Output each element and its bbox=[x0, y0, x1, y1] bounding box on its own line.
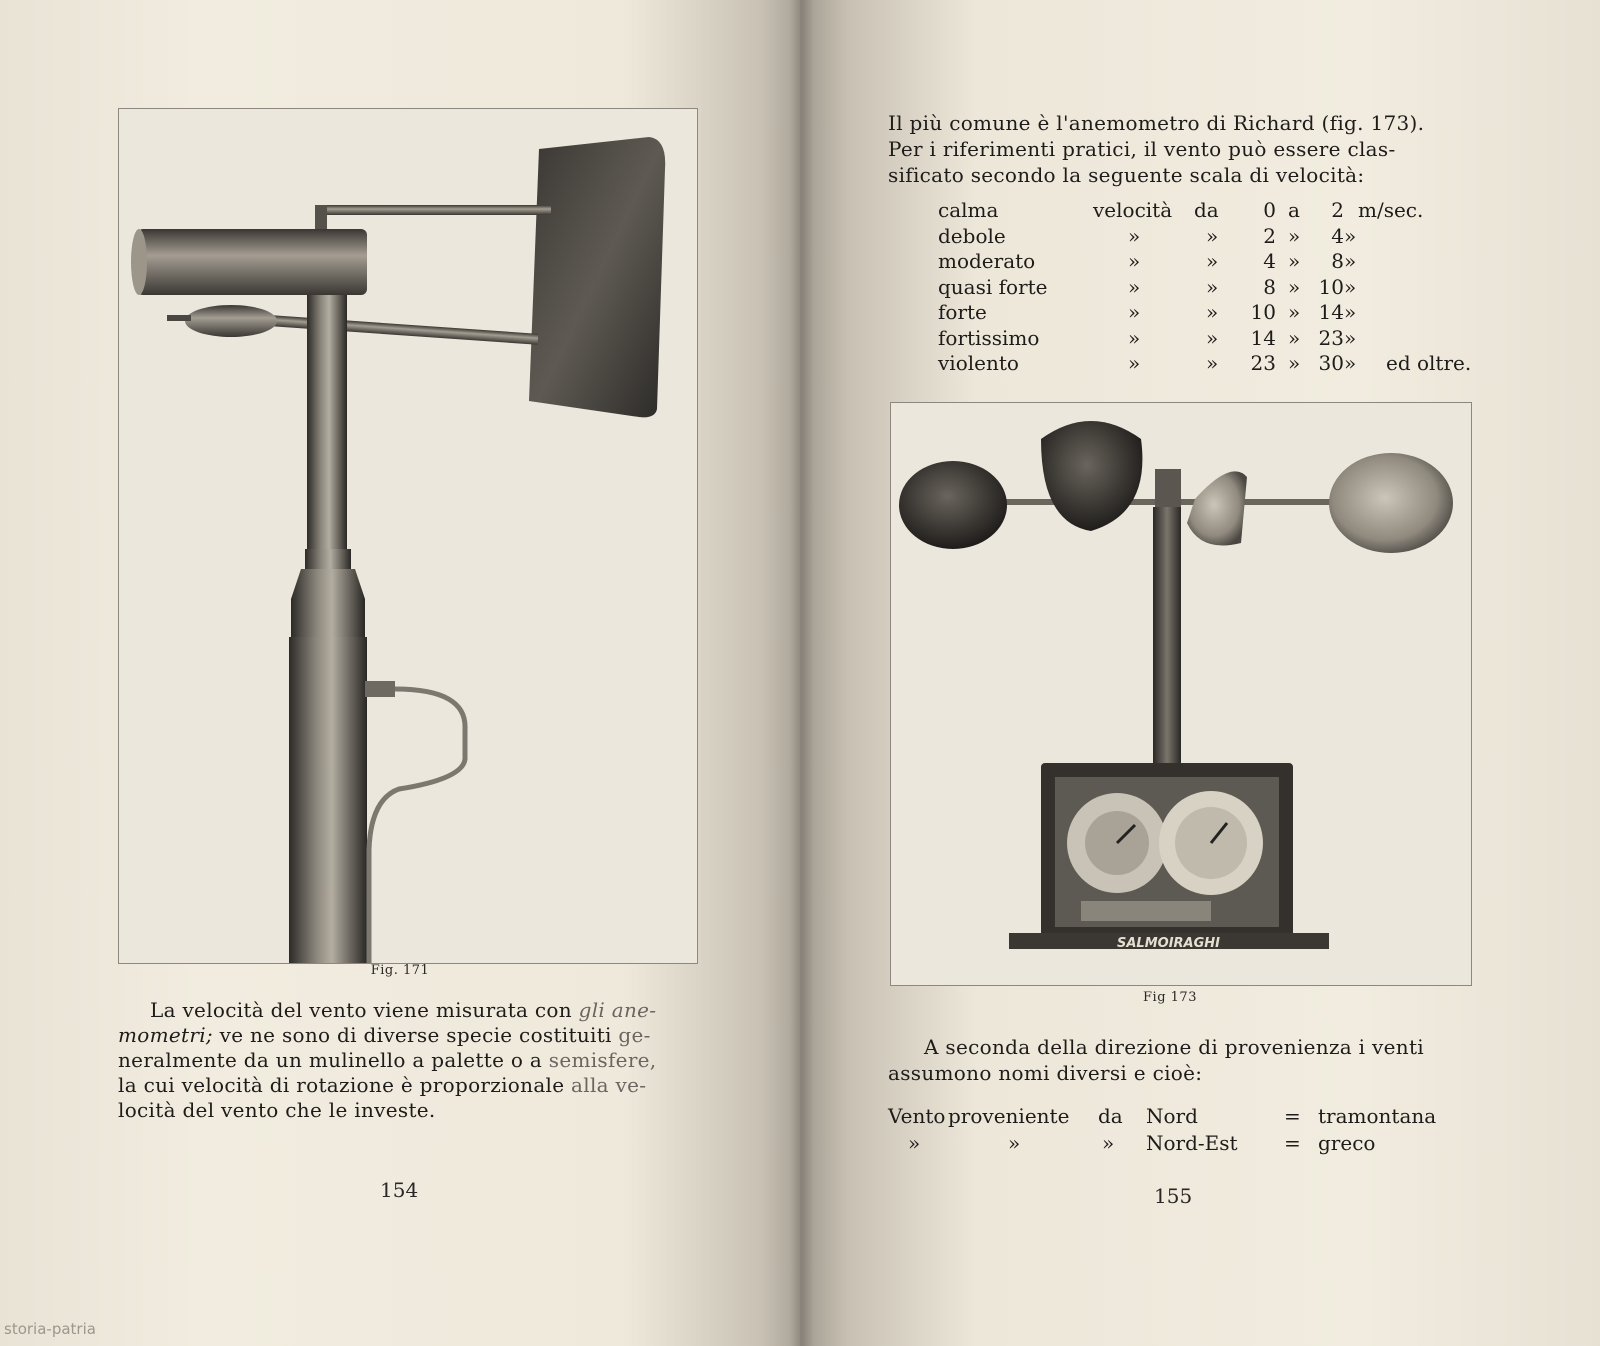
scale-cell-extra: ed oltre. bbox=[1386, 351, 1472, 375]
scale-cell-from: 0 bbox=[1263, 198, 1276, 222]
scale-cell-c2: » bbox=[1206, 325, 1219, 350]
book-gutter bbox=[790, 0, 814, 1346]
left-page-paragraph bbox=[118, 998, 718, 1123]
scale-cell-unit: m/sec. bbox=[1358, 198, 1424, 222]
paragraph-line bbox=[118, 1073, 718, 1098]
wind-cell-dir: Nord-Est bbox=[1146, 1131, 1238, 1155]
scale-cell-sep: » bbox=[1288, 351, 1301, 375]
scale-cell-unit: » bbox=[1344, 249, 1357, 273]
wind-cell-a: » bbox=[908, 1131, 921, 1155]
figure-173-anemometer-photo bbox=[890, 402, 1472, 986]
scale-cell-c1: » bbox=[1128, 274, 1141, 299]
scale-cell-sep: » bbox=[1288, 274, 1301, 299]
text-segment: semisfere, bbox=[548, 1048, 657, 1072]
scale-cell-from: 10 bbox=[1250, 300, 1276, 324]
scale-cell-c1: » bbox=[1128, 223, 1141, 248]
scale-cell-c1: » bbox=[1128, 249, 1141, 273]
scale-cell-c1: velocità bbox=[1093, 198, 1173, 222]
scale-cell-c2: » bbox=[1206, 274, 1219, 299]
scale-cell-name: moderato bbox=[938, 249, 1036, 273]
intro-line: sificato secondo la seguente scala di velocità: bbox=[888, 163, 1365, 187]
paragraph-line bbox=[118, 998, 718, 1023]
paragraph-line: assumono nomi diversi e cioè: bbox=[888, 1061, 1203, 1085]
text-segment: La velocità del vento viene misurata con bbox=[150, 998, 579, 1022]
scale-cell-unit: » bbox=[1344, 274, 1357, 299]
paragraph-line bbox=[118, 1098, 718, 1123]
scale-cell-unit: » bbox=[1344, 223, 1357, 248]
scale-cell-c1: » bbox=[1128, 300, 1141, 324]
paragraph-line bbox=[118, 1023, 718, 1048]
scale-cell-unit: » bbox=[1344, 325, 1357, 350]
scale-cell-name: quasi forte bbox=[938, 274, 1048, 299]
scale-cell-unit: » bbox=[1344, 300, 1357, 324]
wind-cell-name: tramontana bbox=[1318, 1104, 1437, 1128]
text-segment: la cui velocità di rotazione è proporzionale bbox=[118, 1073, 572, 1097]
wind-cell-eq: = bbox=[1284, 1104, 1301, 1128]
text-segment: mometri; bbox=[118, 1023, 213, 1047]
scale-cell-c2: » bbox=[1206, 300, 1219, 324]
intro-line: Per i riferimenti pratici, il vento può essere clas- bbox=[888, 137, 1396, 161]
anemometer-illustration bbox=[891, 403, 1471, 985]
right-page-paragraph bbox=[888, 1034, 1488, 1086]
scale-cell-from: 8 bbox=[1263, 274, 1276, 299]
scale-cell-c2: » bbox=[1206, 223, 1219, 248]
scale-cell-to: 30 bbox=[1318, 351, 1344, 375]
scale-cell-name: calma bbox=[938, 198, 999, 222]
page-number-155: 155 bbox=[1154, 1184, 1193, 1208]
page-number-154: 154 bbox=[380, 1178, 419, 1202]
text-segment: neralmente da un mulinello a palette o a bbox=[118, 1048, 549, 1072]
text-segment: ge- bbox=[618, 1023, 651, 1047]
scale-cell-name: debole bbox=[938, 223, 1006, 248]
wind-cell-eq: = bbox=[1284, 1131, 1301, 1155]
scale-cell-to: 23 bbox=[1318, 325, 1344, 350]
wind-cell-dir: Nord bbox=[1146, 1104, 1198, 1128]
wind-vane-illustration bbox=[119, 109, 697, 963]
scale-cell-unit: » bbox=[1344, 351, 1357, 375]
scale-cell-sep: » bbox=[1288, 300, 1301, 324]
scale-cell-c1: » bbox=[1128, 325, 1141, 350]
anemometer-brand-label: SALMOIRAGHI bbox=[1117, 936, 1220, 951]
figure-173-caption: Fig 173 bbox=[1143, 990, 1197, 1005]
scale-cell-from: 4 bbox=[1263, 249, 1276, 273]
text-segment: alla ve- bbox=[571, 1073, 647, 1097]
scale-cell-name: fortissimo bbox=[938, 325, 1040, 350]
wind-cell-c: » bbox=[1102, 1131, 1115, 1155]
scale-cell-sep: » bbox=[1288, 223, 1301, 248]
right-page-intro bbox=[888, 110, 1488, 188]
scale-cell-from: 2 bbox=[1263, 223, 1276, 248]
text-segment: gli ane- bbox=[578, 998, 657, 1022]
scale-cell-c2: » bbox=[1206, 351, 1219, 375]
scale-cell-to: 14 bbox=[1318, 300, 1344, 324]
text-segment: ve ne sono di diverse specie costituiti bbox=[212, 1023, 619, 1047]
scale-cell-c2: da bbox=[1194, 198, 1219, 222]
figure-171-wind-vane-photo bbox=[118, 108, 698, 964]
scale-cell-sep: » bbox=[1288, 249, 1301, 273]
wind-cell-a: Vento bbox=[888, 1104, 946, 1128]
watermark-text: storia-patria bbox=[4, 1320, 96, 1338]
scale-cell-to: 10 bbox=[1318, 274, 1344, 299]
scale-cell-c1: » bbox=[1128, 351, 1141, 375]
scale-cell-from: 14 bbox=[1250, 325, 1276, 350]
wind-cell-name: greco bbox=[1318, 1131, 1376, 1155]
text-segment: locità del vento che le investe. bbox=[118, 1098, 436, 1122]
scale-cell-sep: » bbox=[1288, 325, 1301, 350]
wind-cell-c: da bbox=[1098, 1104, 1123, 1128]
scale-cell-from: 23 bbox=[1250, 351, 1276, 375]
scale-cell-to: 2 bbox=[1331, 198, 1344, 222]
wind-cell-b: proveniente bbox=[948, 1104, 1070, 1128]
intro-line: Il più comune è l'anemometro di Richard (fig. 173). bbox=[888, 111, 1425, 135]
paragraph-line: A seconda della direzione di provenienza i venti bbox=[924, 1035, 1424, 1059]
scale-cell-sep: a bbox=[1288, 198, 1300, 222]
scale-cell-name: violento bbox=[938, 351, 1019, 375]
scale-cell-to: 4 bbox=[1331, 223, 1344, 248]
scale-cell-to: 8 bbox=[1331, 249, 1344, 273]
figure-171-caption: Fig. 171 bbox=[370, 963, 430, 978]
paragraph-line bbox=[118, 1048, 718, 1073]
wind-cell-b: » bbox=[1008, 1131, 1021, 1155]
scale-cell-name: forte bbox=[938, 300, 987, 324]
scale-cell-c2: » bbox=[1206, 249, 1219, 273]
